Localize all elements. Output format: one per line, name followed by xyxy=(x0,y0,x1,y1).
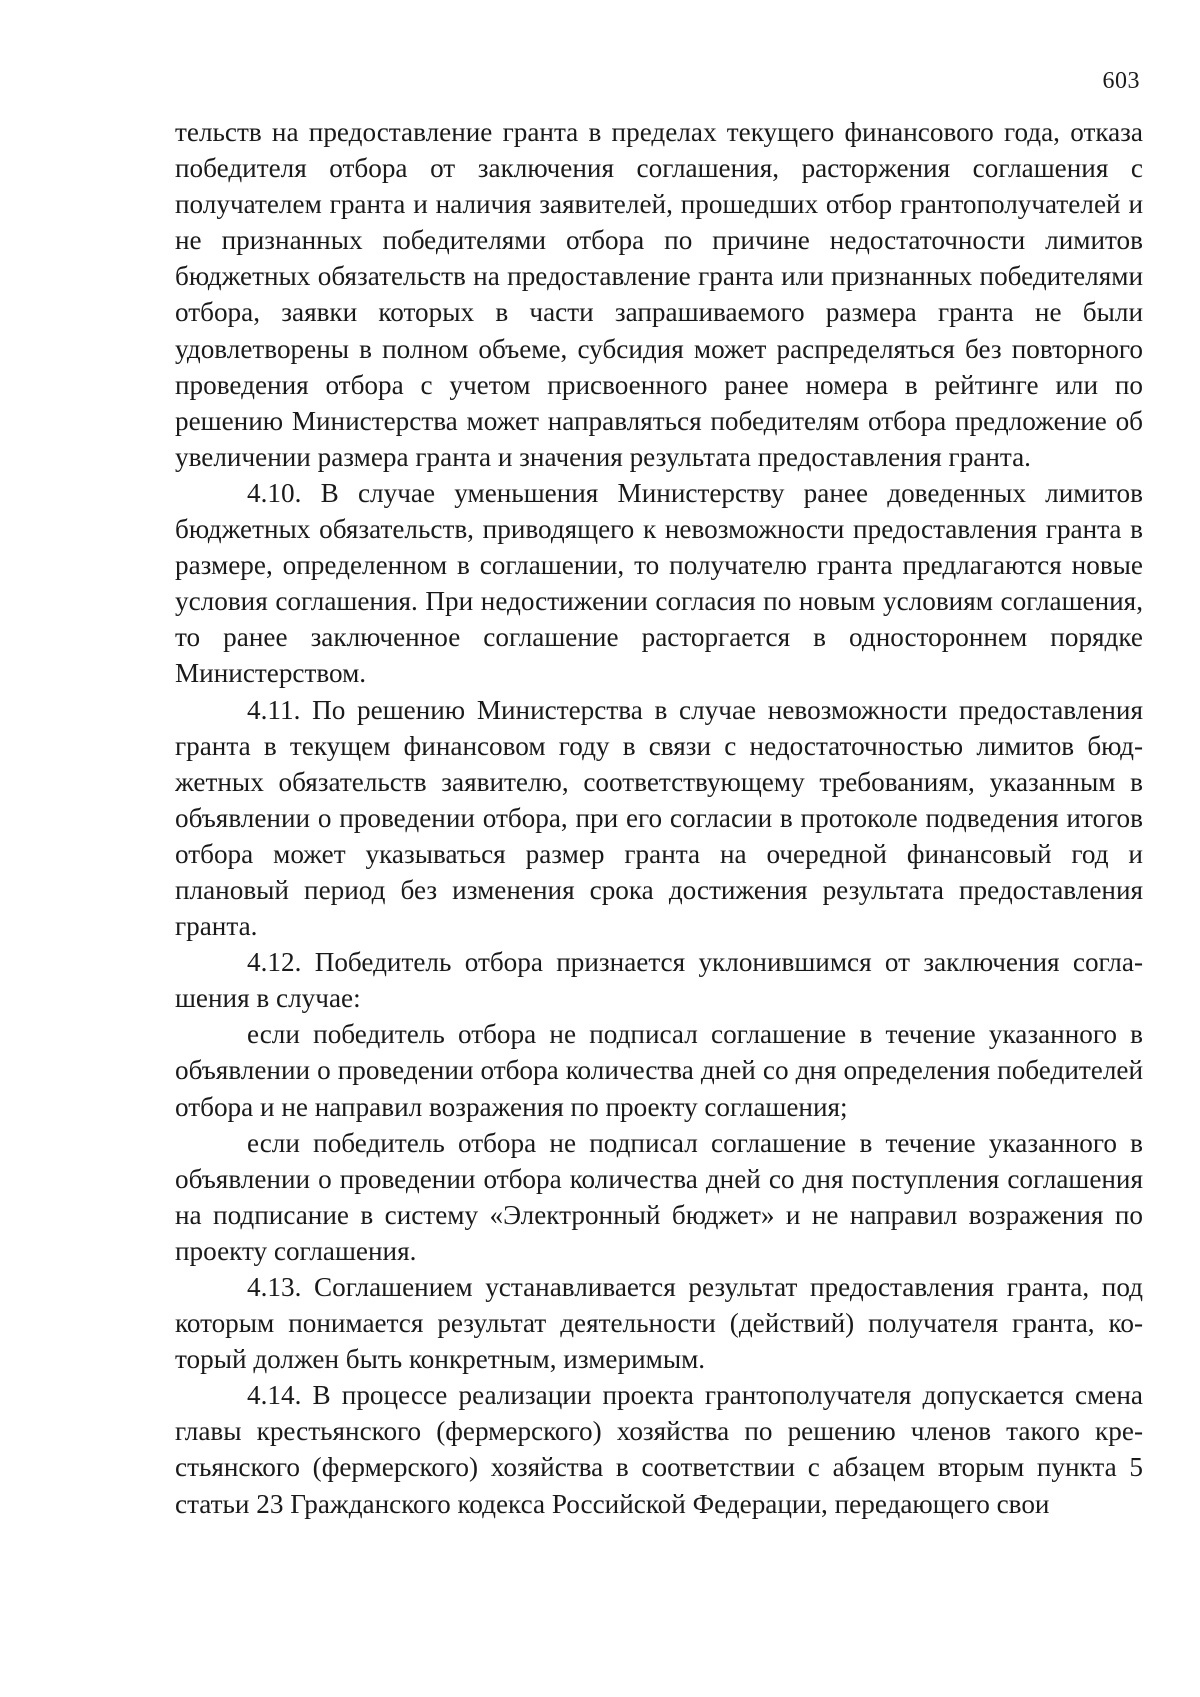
paragraph-continuation: тельств на предоставление гранта в пределах текущего финансового года, отказа победителя отбора от заключения соглашения, расторжения соглашения с получателем гранта и наличия заявителей, прошедших отбор грантополучателей и не признанных победителями отбора по причине недостаточности лимитов бюджетных обязательств на предоставление гранта или признанных победителями отбора, заявки которых в части запрашиваемого размера гранта не были удовлетворены в полном объеме, субсидия может распределяться без повторного проведения отбора с учетом присвоенного ранее номера в рейтинге или по решению Министерства может направляться победителям отбора предложение об увеличении размера гранта и значения результата предоставления гранта. xyxy=(175,117,1143,472)
page-number: 603 xyxy=(1102,68,1140,94)
paragraph-4-12-case-2: если победитель отбора не подписал соглашение в течение указанного в объявлении о проведении отбора количества дней со дня поступления соглашения на подписание в систему «Электронный бюджет» и не направил возражения по проекту соглашения. xyxy=(175,1127,1143,1266)
paragraph-4-11: 4.11. По решению Министерства в случае невозможности предоставления гранта в текущем финансовом году в связи с недостаточностью лимитов бюджетных обязательств заявителю, соответствующему требованиям, указанным в объявлении о проведении отбора, при его согласии в протоколе подведения итогов отбора может указываться размер гранта на очередной финансовый год и плановый период без изменения срока достижения результата предоставления гранта. xyxy=(175,694,1143,942)
document-body xyxy=(175,114,1143,1522)
paragraph-4-12-case-1: если победитель отбора не подписал соглашение в течение указанного в объявлении о проведении отбора количества дней со дня определения победителей отбора и не направил возражения по проекту соглашения; xyxy=(175,1019,1143,1122)
paragraph-4-13: 4.13. Соглашением устанавливается результат предоставления гранта, под которым понимается результат деятельности (действий) получателя гранта, который должен быть конкретным, измеримым. xyxy=(175,1272,1143,1375)
paragraph-4-10: 4.10. В случае уменьшения Министерству ранее доведенных лимитов бюджетных обязательств, приводящего к невозможности предоставления гранта в размере, определенном в соглашении, то получателю гранта предлагаются новые условия соглашения. При недостижении согласия по новым условиям соглашения, то ранее заключенное соглашение расторгается в одностороннем порядке Министерством. xyxy=(175,477,1143,689)
paragraph-4-14: 4.14. В процессе реализации проекта грантополучателя допускается смена главы крестьянского (фермерского) хозяйства по решению членов такого крестьянского (фермерского) хозяйства в соответствии с абзацем вторым пункта 5 статьи 23 Гражданского кодекса Российской Федерации, передающего свои xyxy=(175,1380,1143,1519)
paragraph-4-12: 4.12. Победитель отбора признается уклонившимся от заключения соглашения в случае: xyxy=(175,947,1143,1014)
